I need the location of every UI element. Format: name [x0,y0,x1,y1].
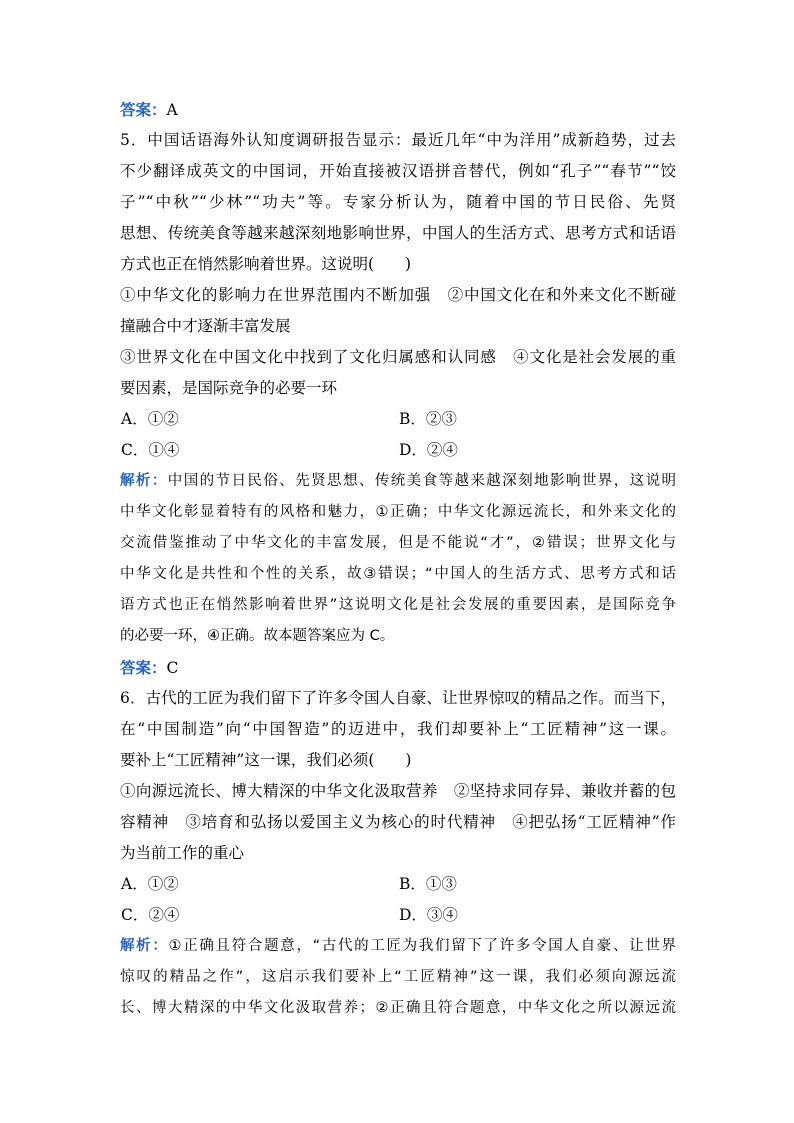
document-page [120,94,676,1024]
question-5-item-line: ③世界文化在中国文化中找到了文化归属感和认同感 ④文化是社会发展的重 [120,348,676,366]
question-6-stem-line: 6．古代的工匠为我们留下了许多令国人自豪、让世界惊叹的精品之作。而当下， [120,689,676,707]
question-5-analysis-line: 交流借鉴推动了中华文化的丰富发展，但是不能说“才”，②错误；世界文化与 [120,535,676,551]
option-a: A．①② [121,875,179,893]
question-6-analysis-line: 长、博大精深的中华文化汲取营养；②正确且符合题意，中华文化之所以源远流 [120,1000,676,1016]
question-5-analysis-line: 中华文化彰显着特有的风格和魅力，①正确；中华文化源远流长，和外来文化的 [120,504,676,520]
question-6-options-row [120,869,676,900]
question-6-analysis-line: 解析：①正确且符合题意，“古代的工匠为我们留下了许多令国人自豪、让世界 [120,938,676,954]
option-b: B．①③ [399,875,457,893]
question-5-analysis-line: 语方式也正在悄然影响着世界”这说明文化是社会发展的重要因素，是国际竞争 [120,597,676,613]
question-6 [120,683,676,1024]
analysis-label: 解析： [120,473,168,489]
question-5-stem-line: 子”“中秋”“少林”“功夫”等。专家分析认为，随着中国的节日民俗、先贤 [120,193,676,211]
question-6-item-line: 容精神 ③培育和弘扬以爱国主义为核心的时代精神 ④把弘扬“工匠精神”作 [120,813,676,831]
answer-label: 答案： [120,658,167,677]
question-5-stem-line: 思想、传统美食等越来越深刻地影响世界，中国人的生活方式、思考方式和话语 [120,224,676,242]
option-c: C．②④ [121,906,180,924]
question-5-stem-line: 5．中国话语海外认知度调研报告显示：最近几年“中为洋用”成新趋势，过去 [120,131,676,149]
answer-value: C [166,659,179,677]
question-5-analysis-line: 解析：中国的节日民俗、先贤思想、传统美食等越来越深刻地影响世界，这说明 [120,473,676,489]
question-5-analysis-line: 中华文化是共性和个性的关系，故③错误；“中国人的生活方式、思考方式和话 [120,566,676,582]
option-a: A．①② [121,410,179,428]
question-5-item-line: ①中华文化的影响力在世界范围内不断加强 ②中国文化在和外来文化不断碰 [120,286,676,304]
question-5-answer [120,652,676,683]
question-5-analysis-line: 的必要一环，④正确。故本题答案应为 C。 [120,628,395,644]
answer-value: A [166,101,178,119]
question-5 [120,125,676,683]
question-6-item-line: 为当前工作的重心 [120,844,245,862]
analysis-label: 解析： [120,938,169,954]
option-b: B．②③ [399,410,457,428]
question-5-options-row [120,435,676,466]
question-6-stem-line: 要补上“工匠精神”这一课，我们必须( ) [120,751,412,769]
question-5-item-line: 撞融合中才逐渐丰富发展 [120,317,291,335]
question-5-item-line: 要因素，是国际竞争的必要一环 [120,379,338,397]
answer-label: 答案： [120,100,167,119]
previous-answer [120,94,676,125]
option-c: C．①④ [121,441,180,459]
option-d: D．③④ [399,906,458,924]
option-d: D．②④ [399,441,458,459]
question-5-options-row [120,404,676,435]
question-5-stem-line: 方式也正在悄然影响着世界。这说明( ) [120,255,412,273]
question-6-analysis-line: 惊叹的精品之作”，这启示我们要补上“工匠精神”这一课，我们必须向源远流 [120,969,676,985]
question-6-item-line: ①向源远流长、博大精深的中华文化汲取营养 ②坚持求同存异、兼收并蓄的包 [120,782,676,800]
question-6-options-row [120,900,676,931]
question-5-stem-line: 不少翻译成英文的中国词，开始直接被汉语拼音替代，例如“孔子”“春节”“饺 [120,162,676,180]
question-6-stem-line: 在“中国制造”向“中国智造”的迈进中，我们却要补上“工匠精神”这一课。 [120,720,676,738]
